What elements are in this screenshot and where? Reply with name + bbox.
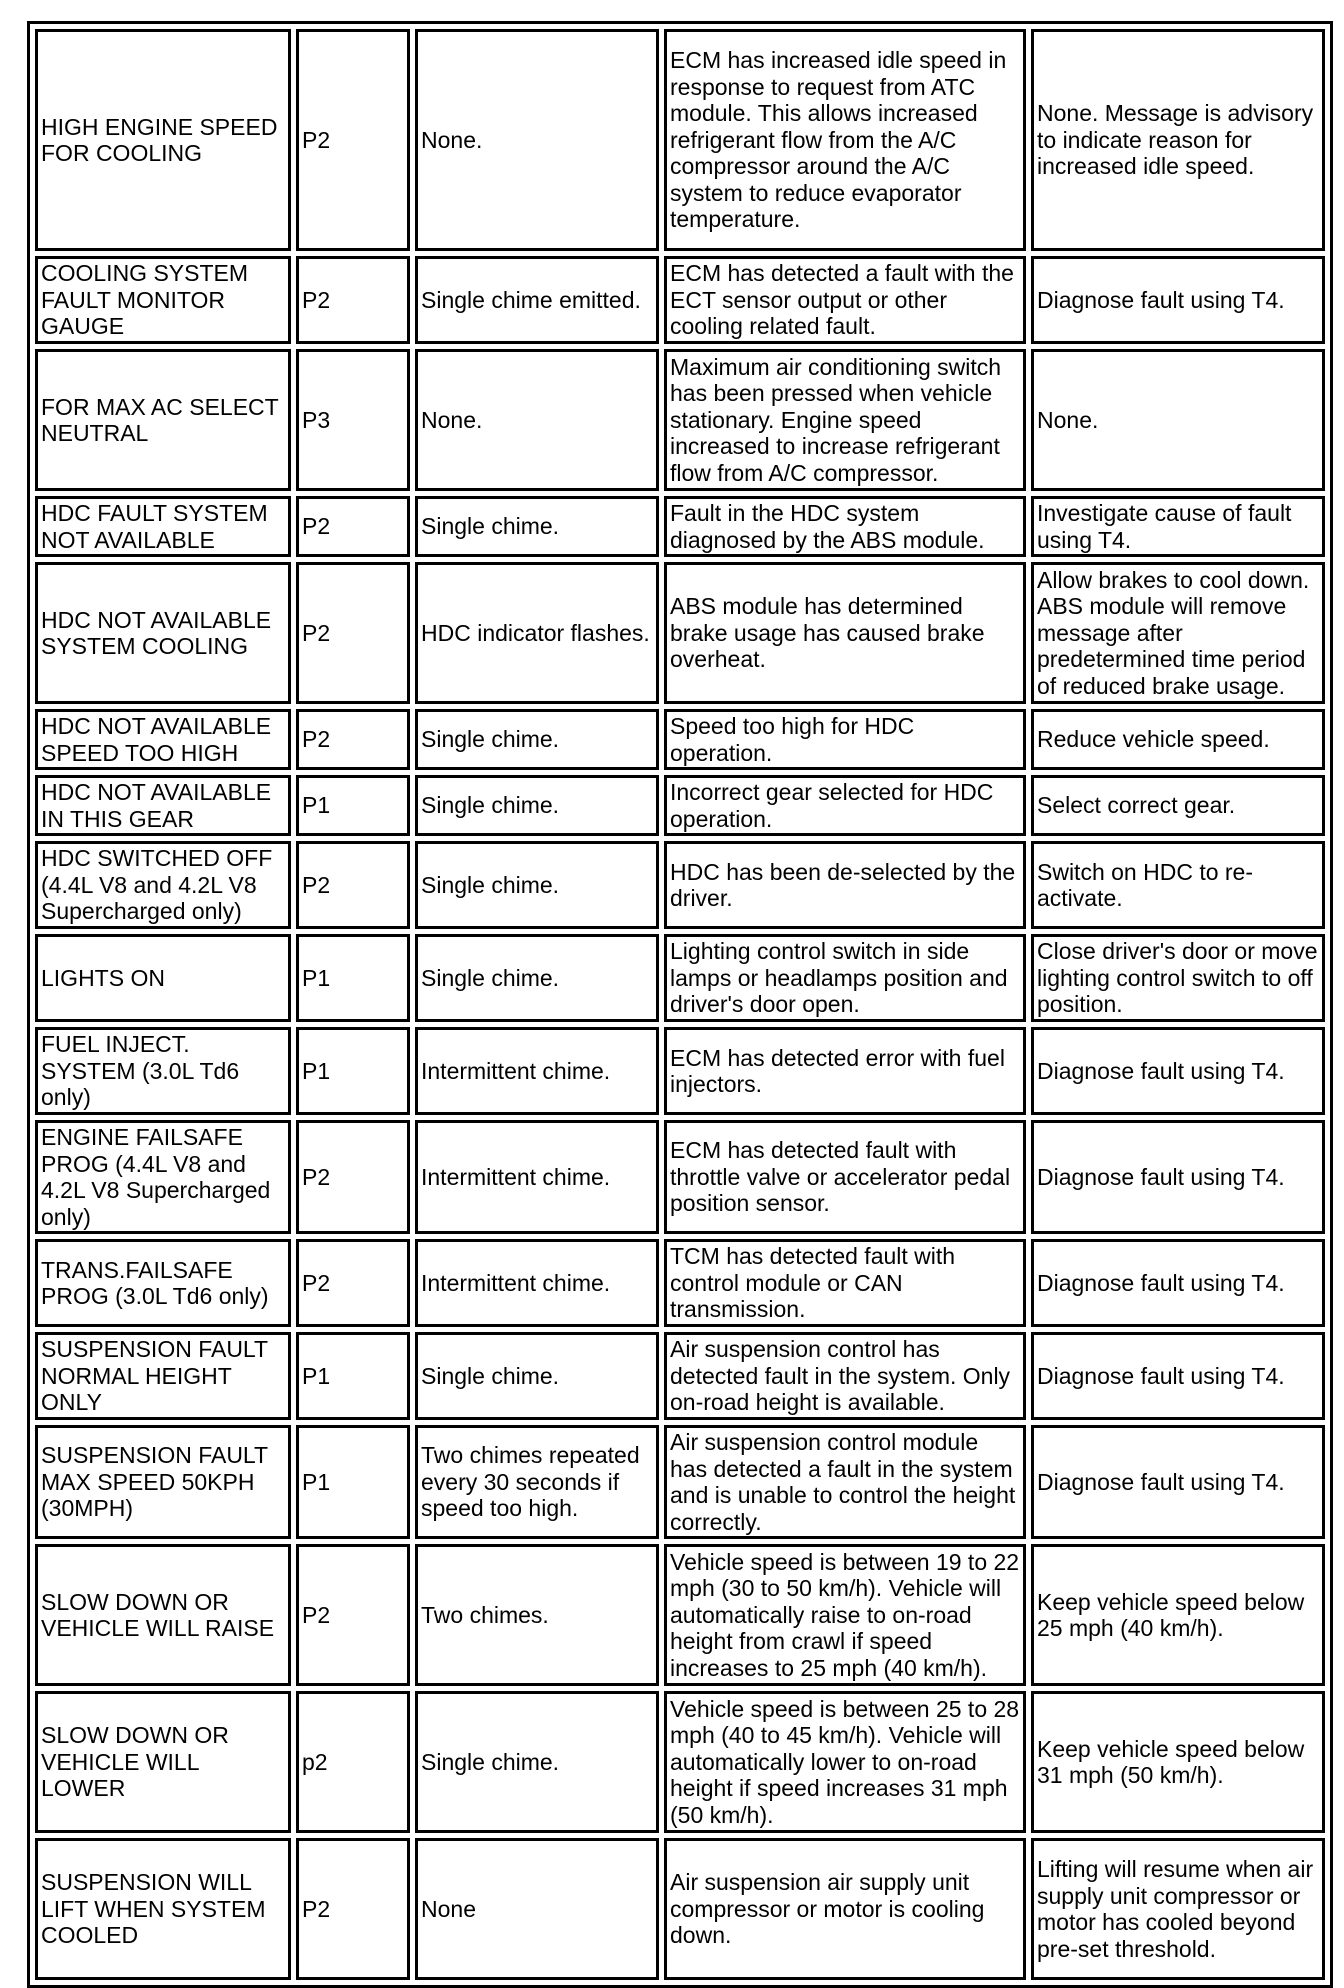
action-cell: Select correct gear. bbox=[1031, 775, 1325, 836]
audible-warning-cell: Single chime. bbox=[415, 841, 659, 929]
audible-warning-cell: HDC indicator flashes. bbox=[415, 562, 659, 704]
message-cell: HIGH ENGINE SPEED FOR COOLING bbox=[35, 29, 291, 251]
audible-warning-cell: Single chime. bbox=[415, 496, 659, 557]
action-cell: None. bbox=[1031, 349, 1325, 491]
audible-warning-cell: Intermittent chime. bbox=[415, 1027, 659, 1115]
cause-cell: Incorrect gear selected for HDC operation. bbox=[664, 775, 1026, 836]
warning-message-table bbox=[27, 21, 1333, 1988]
message-cell: HDC SWITCHED OFF (4.4L V8 and 4.2L V8 Supercharged only) bbox=[35, 841, 291, 929]
action-cell: Switch on HDC to re-activate. bbox=[1031, 841, 1325, 929]
priority-cell: P1 bbox=[296, 1027, 410, 1115]
table-row bbox=[35, 775, 1325, 836]
table-row bbox=[35, 934, 1325, 1022]
priority-cell: P1 bbox=[296, 1425, 410, 1539]
cause-cell: Maximum air conditioning switch has been pressed when vehicle stationary. Engine speed increased to increase refrigerant flow from A/C compressor. bbox=[664, 349, 1026, 491]
audible-warning-cell: Single chime. bbox=[415, 709, 659, 770]
action-cell: Diagnose fault using T4. bbox=[1031, 1425, 1325, 1539]
message-cell: LIGHTS ON bbox=[35, 934, 291, 1022]
cause-cell: Vehicle speed is between 25 to 28 mph (40 to 45 km/h). Vehicle will automatically lower to on-road height if speed increases 31 mph (50 km/h). bbox=[664, 1691, 1026, 1833]
message-cell: HDC FAULT SYSTEM NOT AVAILABLE bbox=[35, 496, 291, 557]
action-cell: Diagnose fault using T4. bbox=[1031, 256, 1325, 344]
message-cell: SLOW DOWN OR VEHICLE WILL RAISE bbox=[35, 1544, 291, 1686]
audible-warning-cell: Single chime. bbox=[415, 775, 659, 836]
cause-cell: ECM has detected fault with throttle valve or accelerator pedal position sensor. bbox=[664, 1120, 1026, 1234]
cause-cell: HDC has been de-selected by the driver. bbox=[664, 841, 1026, 929]
table-row bbox=[35, 841, 1325, 929]
action-cell: Diagnose fault using T4. bbox=[1031, 1027, 1325, 1115]
audible-warning-cell: Intermittent chime. bbox=[415, 1239, 659, 1327]
audible-warning-cell: Single chime. bbox=[415, 1332, 659, 1420]
table-row bbox=[35, 1332, 1325, 1420]
message-cell: SUSPENSION FAULT MAX SPEED 50KPH (30MPH) bbox=[35, 1425, 291, 1539]
message-cell: FOR MAX AC SELECT NEUTRAL bbox=[35, 349, 291, 491]
audible-warning-cell: Intermittent chime. bbox=[415, 1120, 659, 1234]
cause-cell: ECM has detected error with fuel injectors. bbox=[664, 1027, 1026, 1115]
priority-cell: P2 bbox=[296, 709, 410, 770]
priority-cell: P2 bbox=[296, 1120, 410, 1234]
action-cell: Allow brakes to cool down. ABS module will remove message after predetermined time period of reduced brake usage. bbox=[1031, 562, 1325, 704]
table-row bbox=[35, 1691, 1325, 1833]
priority-cell: P1 bbox=[296, 775, 410, 836]
priority-cell: P3 bbox=[296, 349, 410, 491]
action-cell: Reduce vehicle speed. bbox=[1031, 709, 1325, 770]
audible-warning-cell: None. bbox=[415, 29, 659, 251]
table-row bbox=[35, 709, 1325, 770]
cause-cell: Air suspension control has detected fault in the system. Only on-road height is available. bbox=[664, 1332, 1026, 1420]
audible-warning-cell: None. bbox=[415, 349, 659, 491]
message-cell: SUSPENSION FAULT NORMAL HEIGHT ONLY bbox=[35, 1332, 291, 1420]
message-cell: SLOW DOWN OR VEHICLE WILL LOWER bbox=[35, 1691, 291, 1833]
table-row bbox=[35, 1027, 1325, 1115]
cause-cell: Lighting control switch in side lamps or headlamps position and driver's door open. bbox=[664, 934, 1026, 1022]
table-body bbox=[35, 29, 1325, 1980]
action-cell: Keep vehicle speed below 25 mph (40 km/h). bbox=[1031, 1544, 1325, 1686]
priority-cell: P1 bbox=[296, 1332, 410, 1420]
table-row bbox=[35, 562, 1325, 704]
cause-cell: Air suspension air supply unit compressor or motor is cooling down. bbox=[664, 1838, 1026, 1980]
action-cell: Diagnose fault using T4. bbox=[1031, 1239, 1325, 1327]
priority-cell: P2 bbox=[296, 256, 410, 344]
cause-cell: ECM has increased idle speed in response to request from ATC module. This allows increased refrigerant flow from the A/C compressor around the A/C system to reduce evaporator temperature. bbox=[664, 29, 1026, 251]
action-cell: Investigate cause of fault using T4. bbox=[1031, 496, 1325, 557]
cause-cell: ECM has detected a fault with the ECT sensor output or other cooling related fault. bbox=[664, 256, 1026, 344]
audible-warning-cell: Two chimes repeated every 30 seconds if speed too high. bbox=[415, 1425, 659, 1539]
table-row bbox=[35, 1239, 1325, 1327]
action-cell: Diagnose fault using T4. bbox=[1031, 1332, 1325, 1420]
cause-cell: Fault in the HDC system diagnosed by the ABS module. bbox=[664, 496, 1026, 557]
audible-warning-cell: None bbox=[415, 1838, 659, 1980]
table-row bbox=[35, 29, 1325, 251]
priority-cell: P1 bbox=[296, 934, 410, 1022]
action-cell: Keep vehicle speed below 31 mph (50 km/h). bbox=[1031, 1691, 1325, 1833]
cause-cell: Air suspension control module has detected a fault in the system and is unable to control the height correctly. bbox=[664, 1425, 1026, 1539]
table-row bbox=[35, 256, 1325, 344]
message-cell: HDC NOT AVAILABLE SYSTEM COOLING bbox=[35, 562, 291, 704]
priority-cell: P2 bbox=[296, 841, 410, 929]
priority-cell: p2 bbox=[296, 1691, 410, 1833]
message-cell: COOLING SYSTEM FAULT MONITOR GAUGE bbox=[35, 256, 291, 344]
audible-warning-cell: Single chime emitted. bbox=[415, 256, 659, 344]
message-cell: TRANS.FAILSAFE PROG (3.0L Td6 only) bbox=[35, 1239, 291, 1327]
table-row bbox=[35, 349, 1325, 491]
audible-warning-cell: Two chimes. bbox=[415, 1544, 659, 1686]
message-cell: FUEL INJECT. SYSTEM (3.0L Td6 only) bbox=[35, 1027, 291, 1115]
cause-cell: TCM has detected fault with control module or CAN transmission. bbox=[664, 1239, 1026, 1327]
cause-cell: ABS module has determined brake usage has caused brake overheat. bbox=[664, 562, 1026, 704]
cause-cell: Speed too high for HDC operation. bbox=[664, 709, 1026, 770]
action-cell: Close driver's door or move lighting control switch to off position. bbox=[1031, 934, 1325, 1022]
table-row bbox=[35, 496, 1325, 557]
audible-warning-cell: Single chime. bbox=[415, 1691, 659, 1833]
table-row bbox=[35, 1120, 1325, 1234]
action-cell: Lifting will resume when air supply unit compressor or motor has cooled beyond pre-set threshold. bbox=[1031, 1838, 1325, 1980]
action-cell: Diagnose fault using T4. bbox=[1031, 1120, 1325, 1234]
table-row bbox=[35, 1838, 1325, 1980]
action-cell: None. Message is advisory to indicate reason for increased idle speed. bbox=[1031, 29, 1325, 251]
table-row bbox=[35, 1425, 1325, 1539]
priority-cell: P2 bbox=[296, 1838, 410, 1980]
priority-cell: P2 bbox=[296, 1544, 410, 1686]
message-cell: HDC NOT AVAILABLE SPEED TOO HIGH bbox=[35, 709, 291, 770]
cause-cell: Vehicle speed is between 19 to 22 mph (30 to 50 km/h). Vehicle will automatically raise to on-road height from crawl if speed increases to 25 mph (40 km/h). bbox=[664, 1544, 1026, 1686]
priority-cell: P2 bbox=[296, 496, 410, 557]
priority-cell: P2 bbox=[296, 562, 410, 704]
priority-cell: P2 bbox=[296, 1239, 410, 1327]
table-row bbox=[35, 1544, 1325, 1686]
audible-warning-cell: Single chime. bbox=[415, 934, 659, 1022]
priority-cell: P2 bbox=[296, 29, 410, 251]
message-cell: SUSPENSION WILL LIFT WHEN SYSTEM COOLED bbox=[35, 1838, 291, 1980]
message-cell: HDC NOT AVAILABLE IN THIS GEAR bbox=[35, 775, 291, 836]
message-cell: ENGINE FAILSAFE PROG (4.4L V8 and 4.2L V8 Supercharged only) bbox=[35, 1120, 291, 1234]
